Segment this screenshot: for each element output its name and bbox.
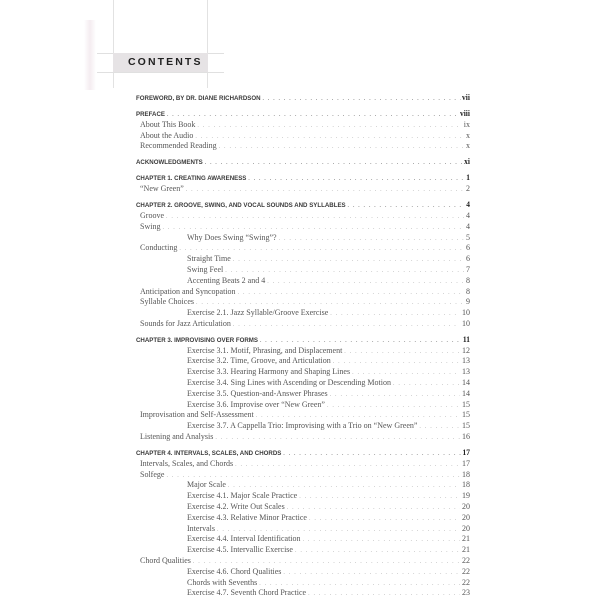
toc-entry-title: Exercise 4.3. Relative Minor Practice [187, 512, 307, 522]
toc-entry[interactable] [136, 141, 470, 152]
toc-entry[interactable] [136, 367, 470, 378]
dot-leader [308, 589, 460, 600]
dot-leader [215, 433, 460, 444]
toc-entry[interactable] [136, 131, 470, 142]
toc-section-entry[interactable] [136, 109, 470, 120]
toc-entry-title: Exercise 3.3. Hearing Harmony and Shaping Lines [187, 367, 351, 377]
toc-page-number: viii [459, 108, 470, 118]
dot-leader [219, 142, 464, 153]
toc-entry[interactable] [136, 254, 470, 265]
toc-entry-title: About This Book [140, 119, 196, 129]
toc-section-entry[interactable] [136, 200, 470, 211]
toc-page-number: xi [464, 157, 470, 167]
toc-entry-title: Intervals, Scales, and Chords [140, 458, 234, 468]
toc-entry-title: Straight Time [187, 254, 231, 264]
toc-entry[interactable] [136, 410, 470, 421]
toc-page-number: 18 [462, 480, 470, 490]
toc-entry[interactable] [136, 211, 470, 222]
toc-page-number: 14 [462, 378, 470, 388]
dot-leader [195, 132, 464, 143]
toc-page-number: 9 [466, 297, 470, 307]
dot-leader [186, 185, 464, 196]
toc-page-number: 10 [462, 318, 470, 328]
toc-entry[interactable] [136, 513, 470, 524]
toc-page-number: 17 [462, 448, 470, 458]
dot-leader [262, 94, 460, 105]
toc-section-entry[interactable] [136, 448, 470, 459]
toc-entry[interactable] [136, 480, 470, 491]
toc-entry[interactable] [136, 470, 470, 481]
toc-section-entry[interactable] [136, 93, 470, 104]
toc-entry-title: Intervals [187, 523, 215, 533]
toc-entry[interactable] [136, 356, 470, 367]
toc-entry[interactable] [136, 346, 470, 357]
toc-page-number: 22 [462, 577, 470, 587]
toc-entry-title: Syllable Choices [140, 297, 194, 307]
toc-entry[interactable] [136, 287, 470, 298]
toc-page-number: x [466, 141, 470, 151]
toc-entry-title: Sounds for Jazz Articulation [140, 318, 231, 328]
toc-entry[interactable] [136, 222, 470, 233]
toc-entry-title: Exercise 4.6. Chord Qualities [187, 566, 282, 576]
toc-page-number: 18 [462, 469, 470, 479]
toc-entry-title: Chord Qualities [140, 556, 191, 565]
toc-page-number: 8 [466, 275, 470, 285]
toc-entry-title: Exercise 3.2. Time, Groove, and Articulation [187, 356, 331, 366]
toc-entry[interactable] [136, 276, 470, 287]
toc-page-number: 17 [462, 458, 470, 468]
dot-leader [197, 121, 461, 132]
toc-entry[interactable] [136, 319, 470, 330]
toc-entry-title: Major Scale [187, 480, 226, 490]
toc-page-number: 10 [462, 308, 470, 318]
toc-entry[interactable] [136, 378, 470, 389]
toc-page-number: 2 [466, 184, 470, 194]
dot-leader [283, 449, 460, 460]
toc-page-number: 13 [462, 356, 470, 366]
dot-leader [309, 514, 460, 525]
toc-entry-title: Groove [140, 210, 164, 220]
dot-leader [233, 255, 464, 266]
toc-page-number: 7 [466, 264, 470, 274]
toc-entry-title: Solfege [140, 469, 165, 479]
toc-entry-title: Exercise 3.6. Improvise over “New Green” [187, 399, 325, 409]
toc-page-number: x [466, 130, 470, 140]
toc-page-number: 6 [466, 254, 470, 264]
toc-entry[interactable] [136, 545, 470, 556]
toc-page-number: 20 [462, 512, 470, 522]
toc-page-number: 8 [466, 286, 470, 296]
toc-entry-title: About the Audio [140, 130, 194, 140]
toc-entry-title: FOREWORD, BY DR. DIANE RICHARDSON [136, 95, 261, 102]
toc-page-number: ix [463, 119, 470, 129]
toc-page-number: 15 [462, 421, 470, 431]
toc-entry[interactable] [136, 389, 470, 400]
toc-entry-title: Recommended Reading [140, 141, 217, 151]
page-title: CONTENTS [128, 56, 203, 68]
toc-page-number: 1 [466, 173, 470, 183]
dot-leader [260, 336, 461, 347]
dot-leader [166, 212, 464, 223]
dot-leader [287, 503, 460, 514]
toc-section-entry[interactable] [136, 157, 470, 168]
toc-entry-title: Why Does Swing “Swing”? [187, 232, 277, 242]
toc-entry[interactable] [136, 297, 470, 308]
toc-page-number: 5 [466, 232, 470, 242]
table-of-contents [136, 93, 470, 599]
toc-entry[interactable] [136, 524, 470, 535]
dot-leader [344, 347, 460, 358]
toc-page-number: vii [462, 93, 470, 102]
dot-leader [233, 320, 460, 331]
dot-leader [248, 174, 464, 185]
toc-entry-title: Exercise 2.1. Jazz Syllable/Groove Exercise [187, 308, 329, 318]
dot-leader [295, 546, 460, 557]
toc-entry[interactable] [136, 184, 470, 195]
toc-page-number: 11 [462, 334, 470, 344]
toc-page-number: 15 [462, 399, 470, 409]
toc-page-number: 22 [462, 556, 470, 565]
toc-entry[interactable] [136, 578, 470, 589]
toc-entry[interactable] [136, 243, 470, 254]
toc-entry[interactable] [136, 502, 470, 513]
dot-leader [238, 288, 464, 299]
toc-page-number: 6 [466, 243, 470, 253]
toc-entry[interactable] [136, 308, 470, 319]
toc-page-number: 21 [462, 534, 470, 544]
frame-line-right [207, 0, 208, 88]
toc-entry-title: Exercise 3.4. Sing Lines with Ascending or Descending Motion [187, 378, 391, 388]
toc-entry-title: Swing Feel [187, 264, 224, 274]
toc-entry-title: ACKNOWLEDGMENTS [136, 159, 203, 167]
toc-entry-title: Exercise 4.2. Write Out Scales [187, 502, 285, 512]
dot-leader [299, 492, 460, 503]
frame-line-left [113, 0, 114, 88]
toc-page-number: 20 [462, 502, 470, 512]
toc-entry-title: Exercise 3.7. A Cappella Trio: Improvising with a Trio on “New Green” [187, 421, 418, 431]
toc-entry-title: CHAPTER 2. GROOVE, SWING, AND VOCAL SOUNDS AND SYLLABLES [136, 202, 346, 210]
toc-entry-title: CHAPTER 4. INTERVALS, SCALES, AND CHORDS [136, 450, 282, 458]
toc-page-number: 16 [462, 432, 470, 442]
toc-entry-title: Exercise 4.5. Intervallic Exercise [187, 545, 293, 555]
toc-entry-title: Anticipation and Syncopation [140, 286, 236, 296]
toc-page-number: 21 [462, 545, 470, 555]
toc-entry[interactable] [136, 421, 470, 432]
toc-entry-title: Exercise 3.1. Motif, Phrasing, and Displacement [187, 345, 343, 355]
toc-entry[interactable] [136, 491, 470, 502]
dot-leader [330, 390, 460, 401]
toc-entry-title: Exercise 4.1. Major Scale Practice [187, 491, 298, 501]
toc-entry-title: CHAPTER 3. IMPROVISING OVER FORMS [136, 336, 258, 344]
toc-page-number: 4 [466, 210, 470, 220]
toc-page-number: 13 [462, 367, 470, 377]
dot-leader [393, 379, 460, 390]
dot-leader [348, 201, 465, 212]
page-edge-shade [84, 20, 96, 90]
toc-entry-title: Exercise 4.7. Seventh Chord Practice [187, 588, 307, 598]
toc-entry-title: Chords with Sevenths [187, 577, 258, 587]
toc-entry-title: Listening and Analysis [140, 432, 214, 442]
toc-page-number: 4 [466, 200, 470, 210]
toc-entry-title: Conducting [140, 243, 178, 253]
toc-page-number: 20 [462, 523, 470, 533]
toc-page-number: 15 [462, 410, 470, 420]
toc-entry[interactable] [136, 459, 470, 470]
toc-entry-title: Exercise 3.5. Question-and-Answer Phrases [187, 388, 328, 398]
toc-entry-title: PREFACE [136, 110, 165, 118]
dot-leader [205, 158, 463, 169]
toc-section-entry[interactable] [136, 173, 470, 184]
toc-entry-title: Accenting Beats 2 and 4 [187, 275, 266, 285]
toc-page-number: 14 [462, 388, 470, 398]
toc-entry[interactable] [136, 534, 470, 545]
dot-leader [333, 357, 460, 368]
dot-leader [167, 110, 458, 121]
toc-entry[interactable] [136, 233, 470, 244]
toc-entry[interactable] [136, 556, 470, 567]
toc-page-number: 19 [462, 491, 470, 501]
toc-entry[interactable] [136, 432, 470, 443]
toc-page-number: 4 [466, 221, 470, 231]
dot-leader [267, 277, 464, 288]
toc-entry[interactable] [136, 567, 470, 578]
toc-section-entry[interactable] [136, 335, 470, 346]
toc-entry-title: “New Green” [140, 184, 184, 194]
toc-entry[interactable] [136, 588, 470, 599]
toc-entry-title: Exercise 4.4. Interval Identification [187, 534, 301, 544]
toc-page-number: 12 [462, 345, 470, 355]
toc-entry[interactable] [136, 265, 470, 276]
toc-entry[interactable] [136, 400, 470, 411]
toc-entry-title: Improvisation and Self-Assessment [140, 410, 254, 420]
toc-entry-title: Swing [140, 221, 161, 231]
dot-leader [303, 535, 460, 546]
dot-leader [279, 234, 464, 245]
toc-page-number: 23 [462, 588, 470, 598]
frame-line-bottom [97, 72, 224, 73]
dot-leader [327, 401, 460, 412]
dot-leader [283, 568, 460, 579]
toc-entry-title: CHAPTER 1. CREATING AWARENESS [136, 175, 247, 183]
toc-entry[interactable] [136, 120, 470, 131]
dot-leader [235, 460, 460, 471]
toc-page-number: 22 [462, 566, 470, 576]
dot-leader [419, 422, 460, 433]
dot-leader [330, 309, 460, 320]
